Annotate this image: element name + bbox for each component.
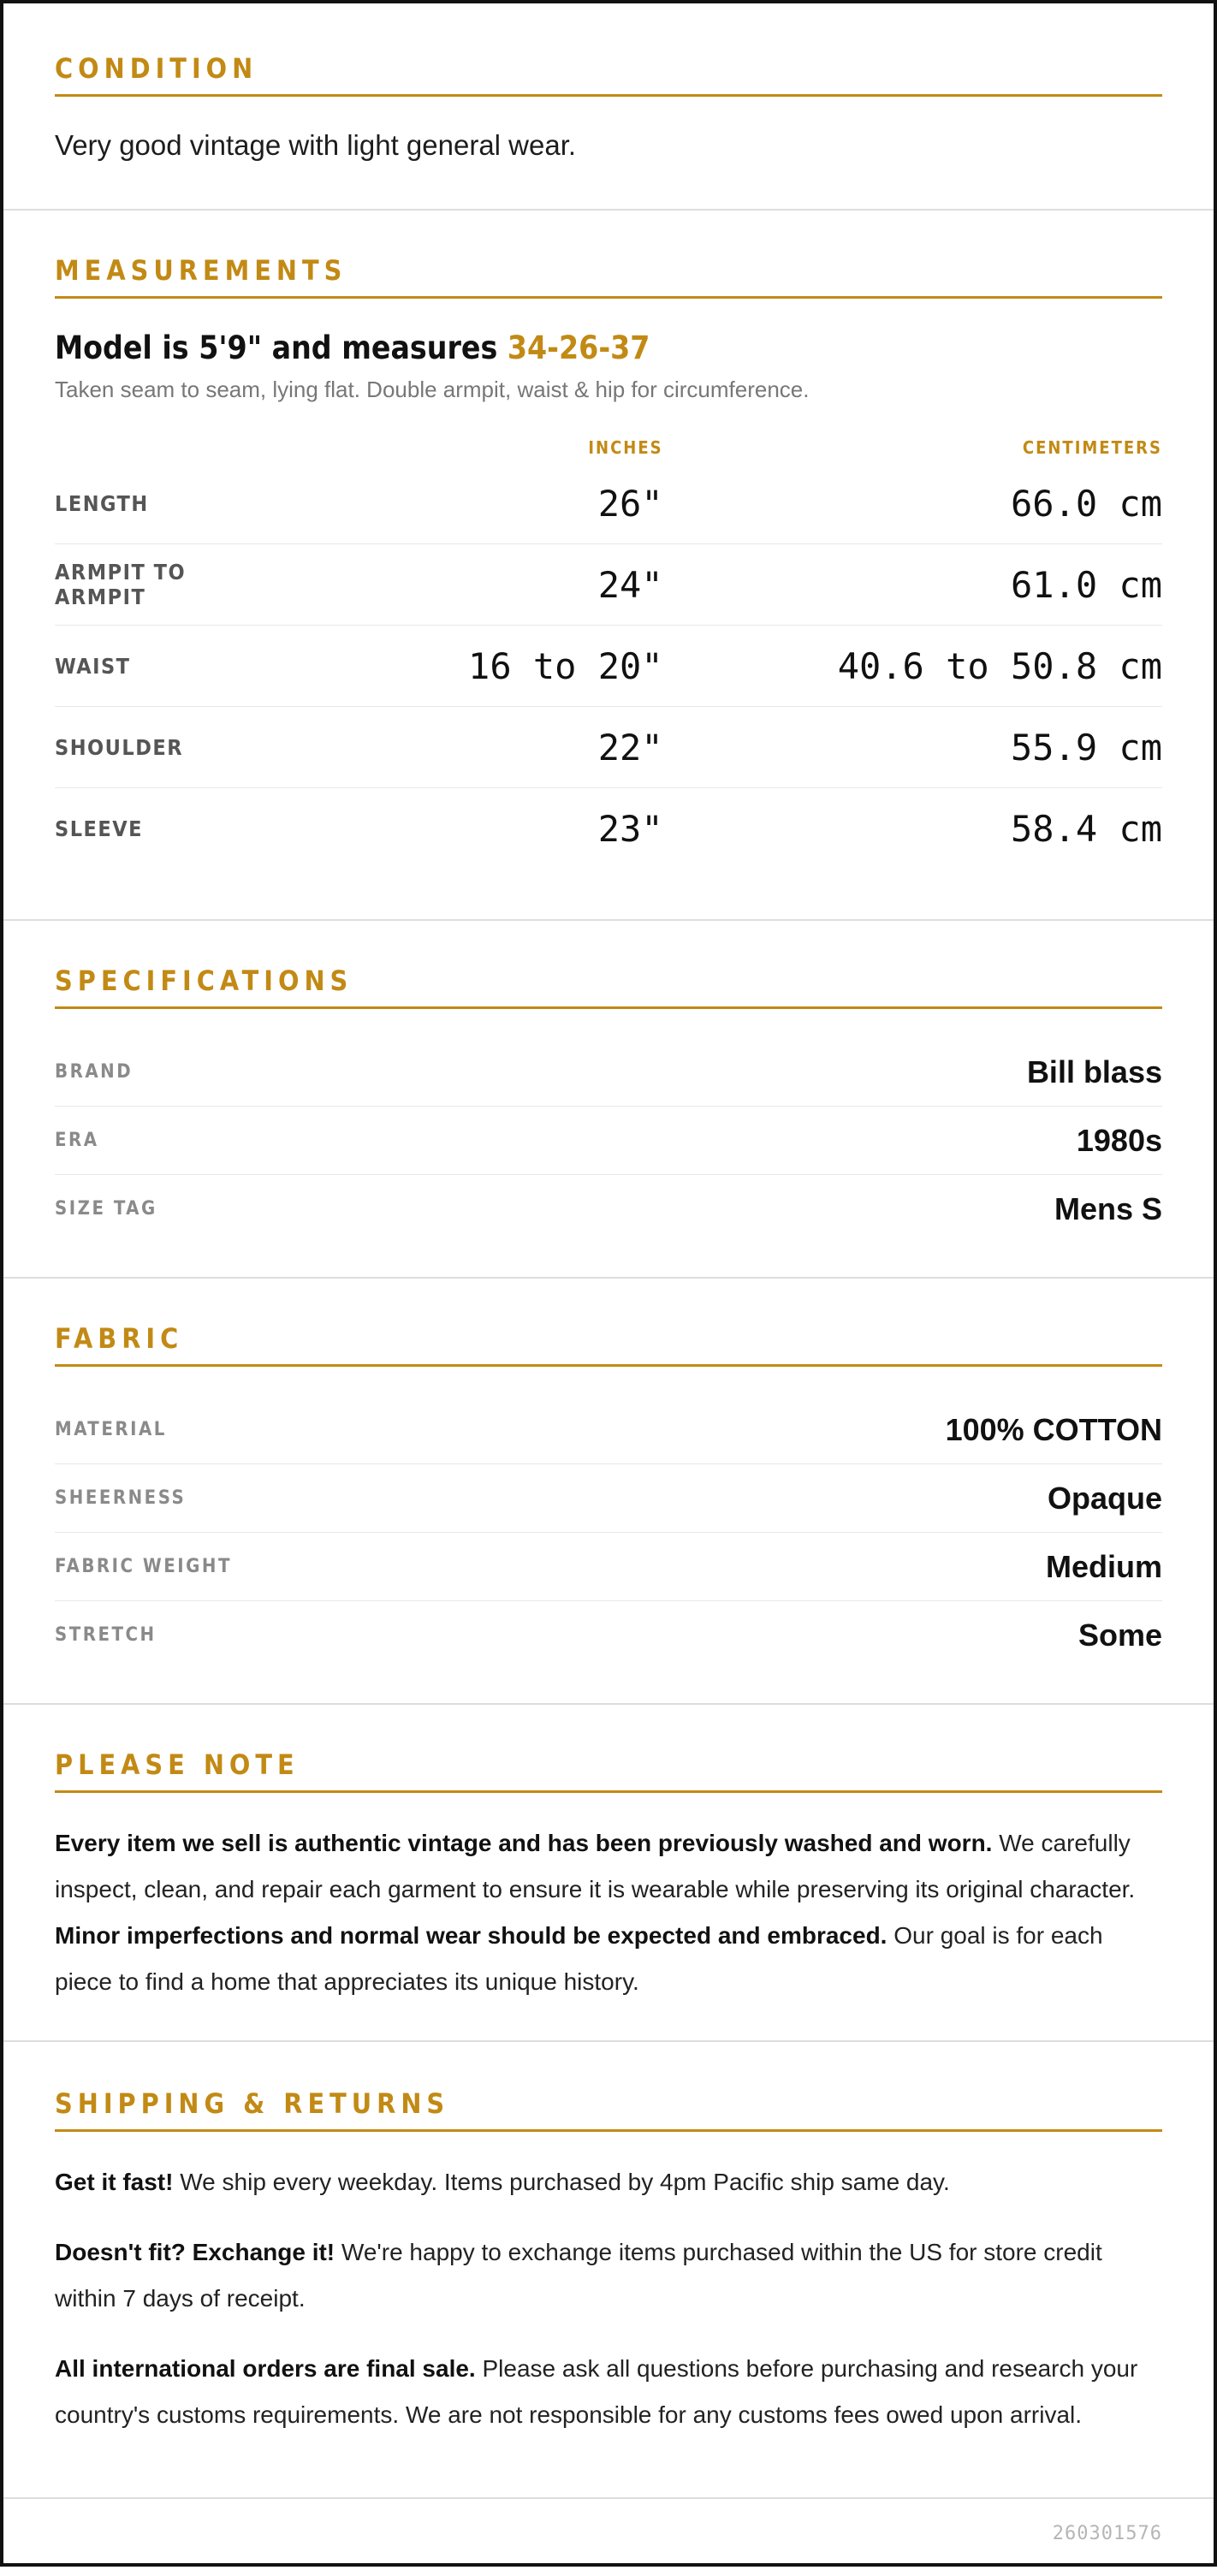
measure-row — [55, 544, 1162, 626]
international-paragraph — [55, 2346, 1162, 2438]
spec-key: BRAND — [55, 1061, 134, 1083]
fabric-row — [55, 1396, 1162, 1464]
item-id: 260301576 — [1052, 2523, 1162, 2544]
please-note-title: PLEASE NOTE — [55, 1748, 1162, 1793]
fabric-title: FABRIC — [55, 1321, 1162, 1367]
note-text-2: Our goal is for each piece to find a home that appreciates its unique history. — [55, 1922, 1103, 1995]
centimeters-header: CENTIMETERS — [1022, 437, 1162, 458]
condition-text: Very good vintage with light general wear. — [55, 129, 577, 161]
fabric-row — [55, 1533, 1162, 1601]
condition-section — [3, 3, 1214, 211]
international-text: Please ask all questions before purchasing and research your country's customs requirements. We are not responsible for any customs fees owed upon arrival. — [55, 2355, 1138, 2428]
spec-value: Mens S — [1054, 1190, 1162, 1226]
measure-inches: 22" — [597, 726, 663, 769]
measure-cm: 58.4 cm — [1010, 807, 1162, 850]
measure-label: LENGTH — [55, 490, 149, 516]
measure-header — [55, 432, 1162, 463]
measure-row — [55, 463, 1162, 544]
fabric-value: Medium — [1045, 1548, 1162, 1584]
measure-row — [55, 626, 1162, 707]
measure-inches: 16 to 20" — [468, 644, 663, 687]
spec-row — [55, 1107, 1162, 1175]
inches-header: INCHES — [588, 437, 663, 458]
note-bold-1: Every item we sell is authentic vintage and has been previously washed and worn. — [55, 1830, 993, 1856]
shipping-paragraph — [55, 2159, 1162, 2205]
footer — [3, 2499, 1214, 2576]
spec-key: SIZE TAG — [55, 1198, 157, 1220]
measure-cm: 40.6 to 50.8 cm — [837, 644, 1162, 687]
measure-label: WAIST — [55, 653, 131, 679]
measure-inches: 24" — [597, 563, 663, 606]
fabric-value: 100% COTTON — [945, 1411, 1162, 1447]
fabric-value: Some — [1077, 1617, 1162, 1653]
measure-cm: 55.9 cm — [1010, 726, 1162, 769]
exchange-paragraph — [55, 2229, 1162, 2322]
spec-key: ERA — [55, 1130, 99, 1151]
fabric-key: MATERIAL — [55, 1419, 167, 1440]
fabric-key: FABRIC WEIGHT — [55, 1556, 232, 1577]
fabric-section — [3, 1279, 1214, 1705]
condition-title: CONDITION — [55, 51, 1162, 97]
note-text-1: We carefully inspect, clean, and repair each garment to ensure it is wearable while preserving its original character. — [55, 1830, 1136, 1902]
model-measures — [55, 329, 1162, 366]
shipping-bold: Get it fast! — [55, 2169, 174, 2195]
specifications-title: SPECIFICATIONS — [55, 964, 1162, 1009]
measure-row — [55, 707, 1162, 788]
measure-inches: 26" — [597, 482, 663, 525]
shipping-returns-section — [3, 2042, 1214, 2499]
fabric-row — [55, 1464, 1162, 1533]
spec-row — [55, 1175, 1162, 1243]
fabric-row — [55, 1601, 1162, 1669]
shipping-title: SHIPPING & RETURNS — [55, 2086, 1162, 2132]
model-prefix: Model is 5'9" and measures — [55, 329, 508, 366]
fabric-key: SHEERNESS — [55, 1487, 187, 1509]
measurements-section — [3, 211, 1214, 921]
fabric-value: Opaque — [1047, 1480, 1162, 1516]
measure-table — [55, 463, 1162, 869]
fabric-key: STRETCH — [55, 1624, 157, 1646]
measure-note: Taken seam to seam, lying flat. Double armpit, waist & hip for circumference. — [55, 377, 810, 402]
measure-inches: 23" — [597, 807, 663, 850]
measure-label: ARMPIT TO ARMPIT — [55, 560, 187, 609]
exchange-bold: Doesn't fit? Exchange it! — [55, 2239, 335, 2265]
spec-value: 1980s — [1076, 1122, 1162, 1158]
spec-list — [55, 1038, 1162, 1243]
please-note-text — [55, 1820, 1162, 2005]
measure-row — [55, 788, 1162, 869]
specifications-section — [3, 921, 1214, 1279]
please-note-section — [3, 1705, 1214, 2042]
measure-cm: 61.0 cm — [1010, 563, 1162, 606]
spec-row — [55, 1038, 1162, 1107]
measure-cm: 66.0 cm — [1010, 482, 1162, 525]
international-bold: All international orders are final sale. — [55, 2355, 476, 2382]
measure-label: SHOULDER — [55, 734, 184, 760]
spec-value: Bill blass — [1026, 1054, 1162, 1089]
shipping-text: We ship every weekday. Items purchased by 4pm Pacific ship same day. — [173, 2169, 950, 2195]
model-measures-value: 34-26-37 — [507, 329, 650, 366]
exchange-text: We're happy to exchange items purchased within the US for store credit within 7 days of receipt. — [55, 2239, 1102, 2312]
measurements-title: MEASUREMENTS — [55, 253, 1162, 299]
fabric-list — [55, 1396, 1162, 1669]
measure-label: SLEEVE — [55, 816, 144, 841]
note-bold-2: Minor imperfections and normal wear should be expected and embraced. — [55, 1922, 888, 1949]
